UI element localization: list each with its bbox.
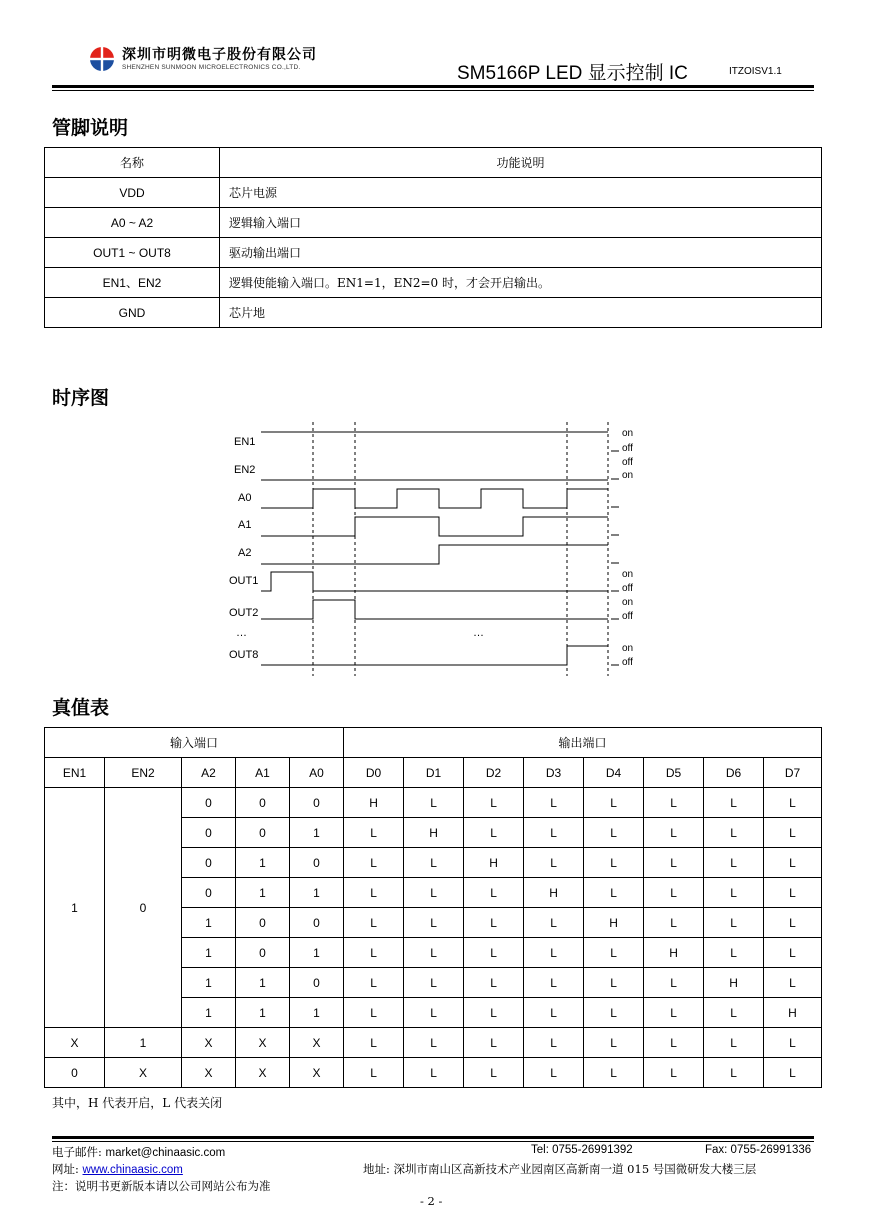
footer-rule-thin [52,1141,814,1142]
table-cell: L [344,1058,404,1088]
table-cell: L [404,1028,464,1058]
table-cell: L [464,968,524,998]
table-cell: 1 [236,998,290,1028]
table-cell: L [704,908,764,938]
state-label: off [622,457,633,468]
table-cell: L [584,878,644,908]
table-cell: 0 [182,818,236,848]
table-cell: L [344,968,404,998]
truth-table [44,727,822,1088]
table-cell: 1 [182,938,236,968]
footer-notice: 注：说明书更新版本请以公司网站公布为准 [52,1179,271,1193]
ellipsis-label: … [236,627,247,639]
column-header: D2 [464,758,524,788]
company-name-cn: 深圳市明微电子股份有限公司 [122,47,317,63]
table-cell: L [524,1028,584,1058]
column-header: EN1 [45,758,105,788]
table-cell: L [584,998,644,1028]
table-cell: L [344,908,404,938]
state-ticks [611,451,619,665]
table-cell: L [644,968,704,998]
email-label: 电子邮件: [52,1145,106,1159]
pin-name: EN1、EN2 [45,268,220,298]
table-cell: L [344,938,404,968]
timing-diagram [0,410,869,685]
table-cell: 1 [236,968,290,998]
column-header: A0 [290,758,344,788]
table-cell: X [236,1028,290,1058]
website-label: 网址: [52,1162,83,1176]
table-cell: L [764,788,822,818]
page-number: - 2 - [420,1194,443,1208]
table-cell: 1 [290,938,344,968]
group-header-row [45,728,822,758]
waveform-out2 [261,600,608,619]
table-cell: H [644,938,704,968]
state-label: off [622,443,633,454]
table-cell: 0 [182,848,236,878]
table-cell: L [644,1028,704,1058]
truth-heading: 真值表 [52,697,110,719]
table-cell: L [404,968,464,998]
table-cell: L [344,818,404,848]
table-cell: L [764,818,822,848]
table-cell: L [344,878,404,908]
table-cell: 0 [236,788,290,818]
document-title: SM5166P LED 显示控制 IC [457,63,688,84]
table-cell: H [524,878,584,908]
company-logo-icon [89,46,115,72]
table-cell: H [404,818,464,848]
signal-label-out1: OUT1 [229,575,259,587]
table-cell: L [764,1028,822,1058]
table-cell: L [344,848,404,878]
table-cell: L [764,968,822,998]
table-cell: 0 [290,848,344,878]
table-cell: H [704,968,764,998]
table-cell: L [524,968,584,998]
signal-label-out2: OUT2 [229,607,259,619]
state-label: off [622,657,633,668]
waveform-out1 [261,572,608,591]
pin-name: OUT1 ~ OUT8 [45,238,220,268]
table-cell: L [584,848,644,878]
table-cell: L [524,788,584,818]
table-header-row [45,148,822,178]
pin-function: 芯片地 [220,298,822,328]
pin-name: GND [45,298,220,328]
pin-table [44,147,822,328]
table-cell: H [584,908,644,938]
table-cell: 0 [290,908,344,938]
table-cell: L [404,848,464,878]
table-cell: 1 [290,878,344,908]
footer-website [52,1161,183,1177]
table-cell: L [464,818,524,848]
table-cell: L [704,1028,764,1058]
table-cell: L [764,908,822,938]
table-row [45,1028,822,1058]
column-header: D1 [404,758,464,788]
table-cell: L [644,788,704,818]
table-cell: X [182,1058,236,1088]
column-header: D7 [764,758,822,788]
table-cell: X [290,1058,344,1088]
table-cell: L [464,1028,524,1058]
table-cell: L [464,938,524,968]
signal-label-a0: A0 [238,492,252,504]
table-cell: 1 [236,878,290,908]
table-cell: L [464,1058,524,1088]
header-rule-thin [52,90,814,91]
footer-rule [52,1136,814,1139]
table-cell: 0 [182,788,236,818]
table-cell: L [764,938,822,968]
signal-label-a1: A1 [238,519,252,531]
state-label: on [622,470,634,481]
table-cell: L [464,788,524,818]
table-cell: L [404,998,464,1028]
table-cell: L [584,818,644,848]
table-cell: H [764,998,822,1028]
table-cell: L [584,1058,644,1088]
table-cell: X [290,1028,344,1058]
table-cell: L [344,1028,404,1058]
table-cell-en1: 1 [45,788,105,1028]
table-cell: L [764,878,822,908]
pins-heading: 管脚说明 [52,117,129,139]
email-value: market@chinaasic.com [105,1147,226,1159]
ellipsis-label: … [473,627,484,639]
column-header: A2 [182,758,236,788]
state-label: off [622,611,633,622]
table-cell: L [524,938,584,968]
table-row [45,298,822,328]
table-row [45,788,822,818]
table-cell: 0 [182,878,236,908]
table-cell: H [464,848,524,878]
website-link[interactable]: www.chinaasic.com [82,1164,183,1176]
signal-label-a2: A2 [238,547,252,559]
table-cell: L [704,878,764,908]
table-cell: L [524,818,584,848]
table-header-row [45,758,822,788]
table-cell: L [644,998,704,1028]
table-row [45,178,822,208]
table-cell: L [644,818,704,848]
footer-address: 地址: 深圳市南山区高新技术产业园南区高新南一道 015 号国微研发大楼三层 [363,1162,757,1176]
table-cell: L [704,818,764,848]
table-cell: L [404,908,464,938]
timing-heading: 时序图 [52,387,110,409]
table-cell: L [704,1058,764,1088]
header-rule [52,85,814,88]
column-header: EN2 [105,758,182,788]
column-header: A1 [236,758,290,788]
table-cell: L [464,878,524,908]
table-cell: X [45,1028,105,1058]
pin-name: A0 ~ A2 [45,208,220,238]
table-cell: L [524,848,584,878]
state-label: on [622,597,634,608]
table-cell: L [464,908,524,938]
pin-function: 逻辑输入端口 [220,208,822,238]
table-cell: 1 [182,968,236,998]
company-name-en: SHENZHEN SUNMOON MICROELECTRONICS CO.,LTD. [122,64,301,71]
table-cell: L [344,998,404,1028]
column-header: 功能说明 [220,148,822,178]
table-cell: L [404,938,464,968]
waveform-a0 [261,489,608,508]
table-cell: L [524,908,584,938]
table-cell: 1 [290,818,344,848]
table-cell: L [524,1058,584,1088]
table-cell: L [404,878,464,908]
footer-tel: Tel: 0755-26991392 [531,1144,633,1156]
group-header-output: 输出端口 [344,728,822,758]
table-cell-en2: 0 [105,788,182,1028]
table-cell: X [105,1058,182,1088]
pin-function: 驱动输出端口 [220,238,822,268]
table-cell: L [404,788,464,818]
column-header: D5 [644,758,704,788]
table-cell: X [236,1058,290,1088]
table-cell: 0 [45,1058,105,1088]
table-cell: L [584,788,644,818]
table-row [45,1058,822,1088]
table-cell: L [644,848,704,878]
truth-note: 其中，H 代表开启，L 代表关闭 [52,1096,223,1110]
table-cell: L [704,998,764,1028]
table-cell: 0 [290,788,344,818]
table-cell: L [524,998,584,1028]
table-cell: 1 [290,998,344,1028]
table-cell: 0 [236,818,290,848]
table-cell: 0 [236,908,290,938]
table-cell: L [464,998,524,1028]
state-label: on [622,643,634,654]
table-cell: L [704,848,764,878]
footer-email [52,1144,225,1160]
table-cell: L [644,1058,704,1088]
state-label: on [622,428,634,439]
signal-label-out8: OUT8 [229,649,259,661]
table-cell: L [764,848,822,878]
table-cell: X [182,1028,236,1058]
truth-table-body [45,788,822,1088]
table-cell: L [404,1058,464,1088]
table-cell: L [764,1058,822,1088]
footer-fax: Fax: 0755-26991336 [705,1144,812,1156]
document-version: ITZOISV1.1 [729,66,782,77]
table-cell: 0 [290,968,344,998]
table-cell: L [584,968,644,998]
table-cell: L [704,938,764,968]
state-label: off [622,583,633,594]
table-cell: H [344,788,404,818]
table-cell: L [644,908,704,938]
column-header: 名称 [45,148,220,178]
group-header-input: 输入端口 [45,728,344,758]
table-cell: 1 [182,998,236,1028]
column-header: D4 [584,758,644,788]
table-cell: L [584,1028,644,1058]
signal-label-en2: EN2 [234,464,256,476]
signal-label-en1: EN1 [234,436,256,448]
pin-function: 芯片电源 [220,178,822,208]
table-row [45,238,822,268]
state-label: on [622,569,634,580]
column-header: D3 [524,758,584,788]
column-header: D0 [344,758,404,788]
table-cell: L [644,878,704,908]
table-cell: 0 [236,938,290,968]
table-cell: 1 [236,848,290,878]
table-cell: 1 [105,1028,182,1058]
table-cell: 1 [182,908,236,938]
pin-function: 逻辑使能输入端口。EN1=1，EN2=0 时，才会开启输出。 [220,268,822,298]
table-cell: L [704,788,764,818]
table-row [45,268,822,298]
table-row [45,208,822,238]
table-cell: L [584,938,644,968]
column-header: D6 [704,758,764,788]
pin-name: VDD [45,178,220,208]
